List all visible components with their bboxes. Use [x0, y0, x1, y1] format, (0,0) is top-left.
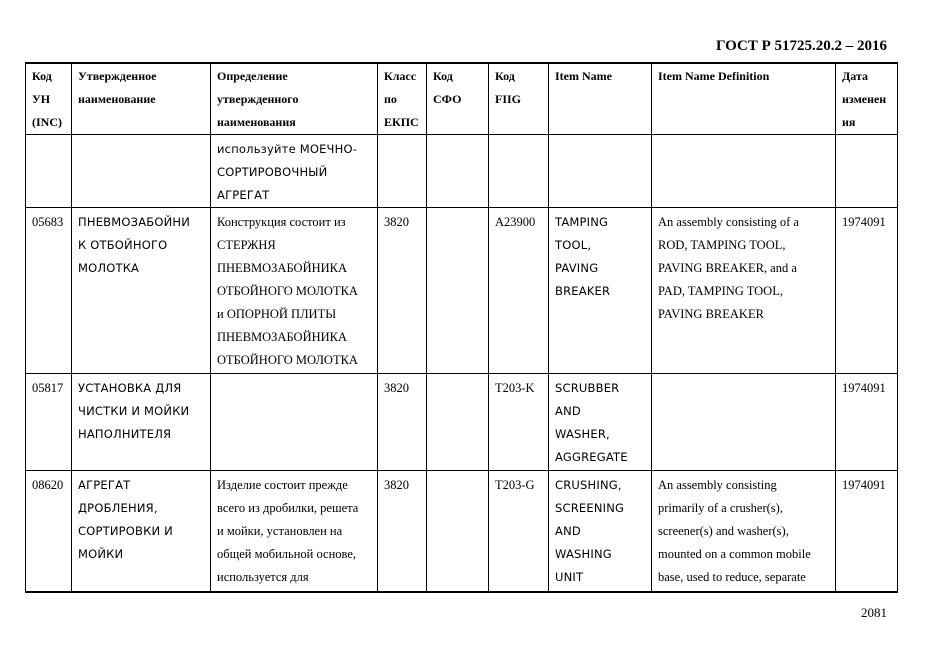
- col-header-item-name: Item Name: [549, 63, 652, 135]
- cell-fiig: [489, 135, 549, 208]
- col-header-date: Дата изменен ия: [836, 63, 898, 135]
- page-number: 2081: [861, 605, 887, 620]
- cell-date: 1974091: [836, 208, 898, 374]
- cell-inc: 05683: [26, 208, 72, 374]
- cell-item-name-definition: An assembly consisting of a ROD, TAMPING TOOL, PAVING BREAKER, and a PAD, TAMPING TOOL, PAVING BREAKER: [652, 208, 836, 374]
- cell-approved-name: АГРЕГАТ ДРОБЛЕНИЯ, СОРТИРОВКИ И МОЙКИ: [72, 471, 211, 592]
- col-header-sfo: Код СФО: [427, 63, 489, 135]
- cell-date: 1974091: [836, 374, 898, 471]
- cell-item-name-definition: [652, 374, 836, 471]
- cell-definition: используйте МОЕЧНО- СОРТИРОВОЧНЫЙ АГРЕГАТ: [211, 135, 378, 208]
- cell-class: 3820: [378, 374, 427, 471]
- cell-item-name-definition: [652, 135, 836, 208]
- cell-item-name: TAMPING TOOL, PAVING BREAKER: [549, 208, 652, 374]
- cell-item-name: CRUSHING, SCREENING AND WASHING UNIT: [549, 471, 652, 592]
- col-header-inc: Код УН (INC): [26, 63, 72, 135]
- table-row: [26, 471, 898, 592]
- cell-sfo: [427, 208, 489, 374]
- col-header-definition: Определение утвержденного наименования: [211, 63, 378, 135]
- table-row: [26, 135, 898, 208]
- cell-fiig: T203-K: [489, 374, 549, 471]
- cell-item-name: [549, 135, 652, 208]
- cell-class: [378, 135, 427, 208]
- cell-class: 3820: [378, 471, 427, 592]
- table-header-row: [26, 63, 898, 135]
- col-header-approved-name: Утвержденное наименование: [72, 63, 211, 135]
- cell-approved-name: ПНЕВМОЗАБОЙНИ К ОТБОЙНОГО МОЛОТКА: [72, 208, 211, 374]
- cell-fiig: A23900: [489, 208, 549, 374]
- table-row: [26, 374, 898, 471]
- cell-definition: Конструкция состоит из СТЕРЖНЯ ПНЕВМОЗАБОЙНИКА ОТБОЙНОГО МОЛОТКА и ОПОРНОЙ ПЛИТЫ ПНЕВМОЗАБОЙНИКА ОТБОЙНОГО МОЛОТКА: [211, 208, 378, 374]
- cell-sfo: [427, 374, 489, 471]
- cell-fiig: T203-G: [489, 471, 549, 592]
- cell-class: 3820: [378, 208, 427, 374]
- col-header-class: Класс по ЕКПС: [378, 63, 427, 135]
- cell-approved-name: [72, 135, 211, 208]
- col-header-fiig: Код FIIG: [489, 63, 549, 135]
- cell-date: 1974091: [836, 471, 898, 592]
- cell-item-name-definition: An assembly consisting primarily of a crusher(s), screener(s) and washer(s), mounted on a common mobile base, used to reduce, separate: [652, 471, 836, 592]
- cell-approved-name: УСТАНОВКА ДЛЯ ЧИСТКИ И МОЙКИ НАПОЛНИТЕЛЯ: [72, 374, 211, 471]
- cell-definition: Изделие состоит прежде всего из дробилки, решета и мойки, установлен на общей мобильной основе, используется для: [211, 471, 378, 592]
- col-header-item-name-definition: Item Name Definition: [652, 63, 836, 135]
- document-code: ГОСТ Р 51725.20.2 – 2016: [715, 38, 887, 54]
- cell-sfo: [427, 471, 489, 592]
- cell-inc: [26, 135, 72, 208]
- cell-inc: 05817: [26, 374, 72, 471]
- cell-date: [836, 135, 898, 208]
- table-row: [26, 208, 898, 374]
- classification-table: [25, 62, 898, 593]
- cell-sfo: [427, 135, 489, 208]
- cell-inc: 08620: [26, 471, 72, 592]
- cell-definition: [211, 374, 378, 471]
- cell-item-name: SCRUBBER AND WASHER, AGGREGATE: [549, 374, 652, 471]
